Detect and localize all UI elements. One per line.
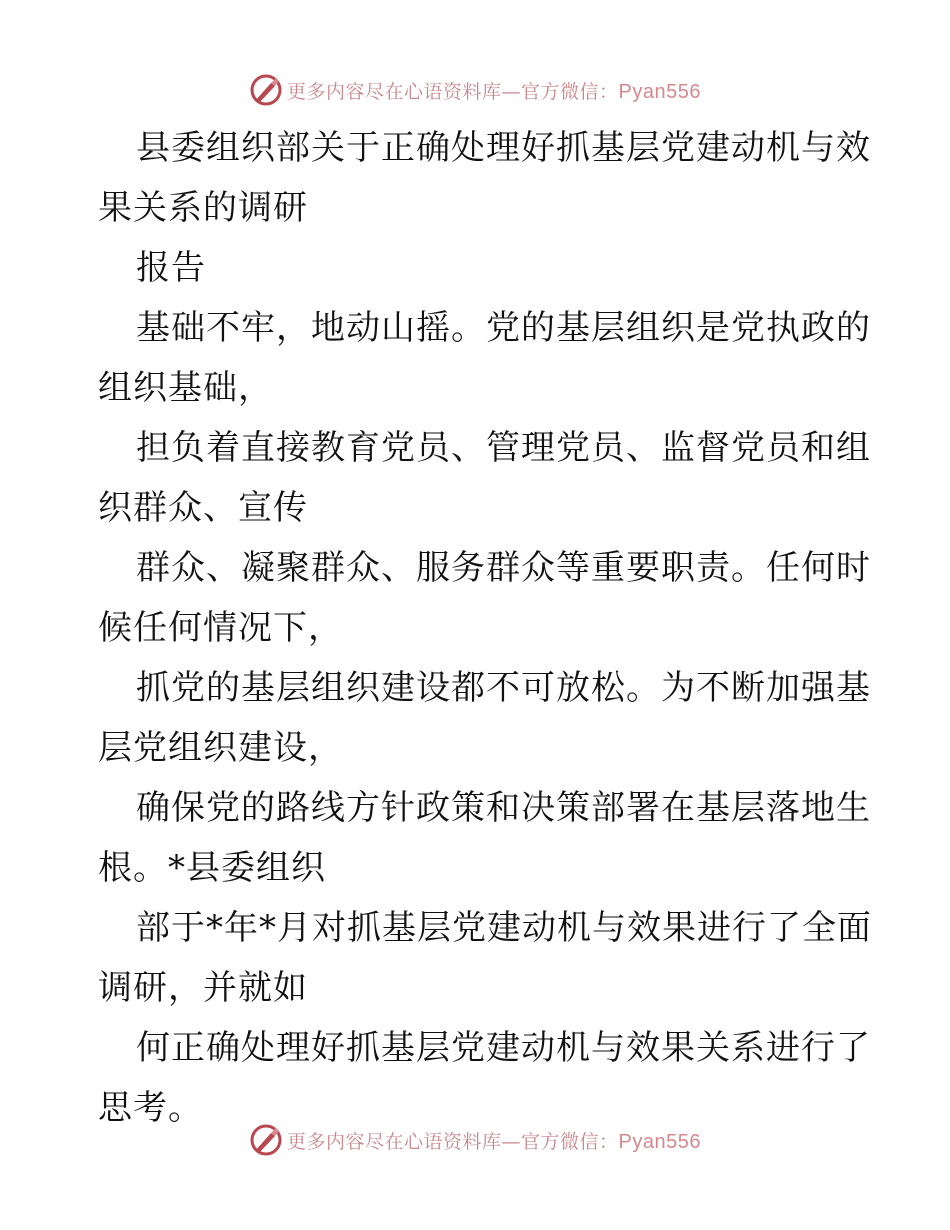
paragraph-line: 层党组织建设， <box>98 728 343 768</box>
watermark-text <box>287 77 701 104</box>
title-line-3: 报告 <box>136 248 206 288</box>
watermark-wechat-id: Pyan556 <box>618 80 701 103</box>
paragraph-line: 思考。 <box>98 1088 203 1128</box>
paragraph-line: 部于*年*月对抓基层党建动机与效果进行了全面 <box>136 908 872 948</box>
paragraph-line: 群众、凝聚群众、服务群众等重要职责。任何时 <box>136 548 871 588</box>
paragraph-line: 候任何情况下， <box>98 608 343 648</box>
pen-circle-logo-icon <box>249 73 283 107</box>
watermark-site-name: 更多内容尽在心语资料库 <box>287 1130 502 1153</box>
paragraph-line: 调研，并就如 <box>98 968 308 1008</box>
title-line-1: 县委组织部关于正确处理好抓基层党建动机与效 <box>136 128 871 168</box>
footer-watermark <box>0 1120 950 1160</box>
watermark-text <box>287 1127 701 1154</box>
header-watermark <box>0 70 950 110</box>
title-line-2: 果关系的调研 <box>98 188 308 228</box>
paragraph-line: 基础不牢，地动山摇。党的基层组织是党执政的 <box>136 308 871 348</box>
watermark-wechat-id: Pyan556 <box>618 1130 701 1153</box>
paragraph-line: 担负着直接教育党员、管理党员、监督党员和组 <box>136 428 871 468</box>
paragraph-line: 抓党的基层组织建设都不可放松。为不断加强基 <box>136 668 871 708</box>
paragraph-line: 织群众、宣传 <box>98 488 308 528</box>
paragraph-line: 何正确处理好抓基层党建动机与效果关系进行了 <box>136 1028 871 1068</box>
paragraph-line: 确保党的路线方针政策和决策部署在基层落地生 <box>136 788 871 828</box>
paragraph-line: 根。*县委组织 <box>98 848 326 888</box>
watermark-separator: —官方微信： <box>501 1130 619 1153</box>
watermark-separator: —官方微信： <box>501 80 619 103</box>
pen-circle-logo-icon <box>249 1123 283 1157</box>
document-body <box>98 118 872 1138</box>
paragraph-line: 组织基础， <box>98 368 273 408</box>
watermark-site-name: 更多内容尽在心语资料库 <box>287 80 502 103</box>
